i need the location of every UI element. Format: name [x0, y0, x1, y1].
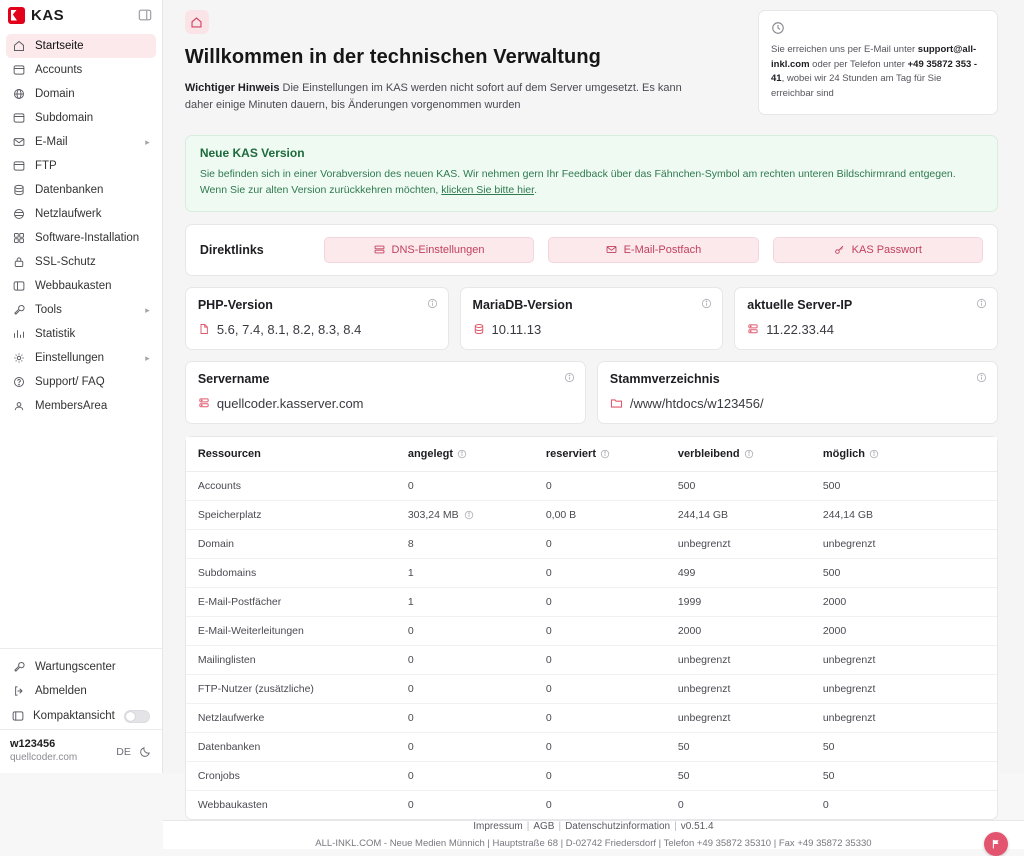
cell-angelegt — [396, 616, 534, 645]
sidebar-item-label: E-Mail — [35, 136, 68, 148]
table-row — [186, 761, 997, 790]
sidebar-bottom — [0, 648, 162, 729]
sidebar-item-datenbanken[interactable] — [6, 178, 156, 202]
contact-card — [758, 10, 998, 115]
sidebar-item-label: Einstellungen — [35, 352, 105, 364]
cell-reserviert: 0 — [534, 529, 666, 558]
sidebar-item-email[interactable] — [6, 130, 156, 154]
page-title: Willkommen in der technischen Verwaltung — [184, 46, 601, 68]
col-label: angelegt — [407, 447, 454, 460]
sidebar-item-netzlaufwerk[interactable] — [6, 202, 156, 226]
server-ip-card — [734, 287, 998, 350]
cell-angelegt — [396, 761, 534, 790]
cell-angelegt — [396, 558, 534, 587]
cell-value: 303,24 MB — [407, 508, 459, 521]
cell-angelegt — [396, 529, 534, 558]
cell-moeglich: 2000 — [811, 616, 997, 645]
mail-icon — [12, 136, 26, 148]
folder-icon — [610, 396, 623, 410]
sidebar-item-ssl-schutz[interactable] — [6, 250, 156, 274]
chevron-right-icon: ▸ — [145, 304, 150, 315]
compact-view-label: Kompaktansicht — [33, 710, 115, 722]
compact-view-toggle[interactable] — [124, 710, 150, 723]
moon-icon[interactable] — [139, 745, 152, 758]
database-icon — [12, 184, 26, 196]
card-title: Stammverzeichnis — [609, 371, 720, 386]
table-header-row — [186, 437, 997, 472]
cell-reserviert: 0 — [534, 645, 666, 674]
cell-value: 1 — [407, 566, 414, 579]
notice-text-post: . — [534, 184, 537, 197]
layout-icon — [12, 280, 26, 292]
table-row — [186, 790, 997, 819]
sidebar-user-footer — [0, 729, 162, 773]
wrench-icon — [12, 661, 26, 673]
sidebar-item-membersarea[interactable] — [6, 394, 156, 418]
sidebar-item-label: Datenbanken — [35, 184, 104, 196]
cell-moeglich: 500 — [811, 558, 997, 587]
welcome-block — [185, 46, 705, 113]
cell-angelegt — [396, 645, 534, 674]
table-row — [186, 674, 997, 703]
puzzle-icon — [12, 232, 26, 244]
table-row — [186, 529, 997, 558]
card-value-row — [610, 396, 985, 411]
card-title: Servername — [197, 371, 270, 386]
resources-table-element — [186, 437, 997, 819]
cell-moeglich: 50 — [811, 732, 997, 761]
notice-title: Neue KAS Version — [199, 146, 305, 160]
sidebar-item-tools[interactable] — [6, 298, 156, 322]
servername-card — [185, 361, 586, 424]
cell-moeglich: unbegrenzt — [811, 703, 997, 732]
cell-value: 0 — [407, 769, 414, 782]
sidebar-header — [0, 0, 162, 30]
cell-ressource: Accounts — [186, 471, 396, 500]
col-ressourcen — [186, 437, 396, 472]
card-value-row — [198, 322, 436, 337]
sidebar-item-label: MembersArea — [35, 400, 108, 412]
feedback-flag-icon[interactable] — [984, 832, 1008, 856]
card-value-row — [198, 396, 573, 411]
cell-verbleibend: unbegrenzt — [666, 703, 811, 732]
cell-verbleibend: 50 — [666, 761, 811, 790]
table-row — [186, 471, 997, 500]
email-postfach-button[interactable] — [548, 237, 758, 263]
cell-value: 8 — [407, 537, 414, 550]
cell-value: 0 — [407, 682, 414, 695]
cell-verbleibend: unbegrenzt — [666, 645, 811, 674]
cell-moeglich: 244,14 GB — [811, 500, 997, 529]
app-title: KAS — [31, 6, 65, 24]
compact-icon — [12, 710, 24, 722]
sidebar-item-domain[interactable] — [6, 82, 156, 106]
cell-reserviert: 0 — [534, 471, 666, 500]
col-moeglich — [811, 437, 997, 472]
cell-moeglich: 0 — [822, 798, 829, 811]
cell-reserviert: 0 — [534, 616, 666, 645]
mariadb-version-card — [460, 287, 724, 350]
table-row — [186, 645, 997, 674]
cell-ressource: Datenbanken — [186, 732, 396, 761]
sidebar-item-software-installation[interactable] — [6, 226, 156, 250]
col-label: verbleibend — [677, 447, 740, 460]
old-version-link[interactable]: klicken Sie bitte hier — [441, 184, 535, 197]
cell-reserviert: 0 — [534, 674, 666, 703]
mail-icon — [606, 244, 617, 255]
important-hint — [185, 80, 705, 113]
chevron-right-icon: ▸ — [145, 136, 150, 147]
kas-passwort-label: KAS Passwort — [851, 243, 922, 256]
network-icon — [12, 208, 26, 220]
sidebar-item-label: Support/ FAQ — [35, 376, 105, 388]
sidebar-item-label: Tools — [35, 304, 62, 316]
info-icon[interactable] — [457, 449, 467, 459]
cell-verbleibend: 499 — [666, 558, 811, 587]
cell-reserviert: 0 — [534, 761, 666, 790]
info-icon[interactable] — [427, 298, 438, 309]
window-icon — [12, 64, 26, 76]
sidebar — [0, 0, 163, 773]
sidebar-item-label: Startseite — [35, 40, 84, 52]
info-icon[interactable] — [600, 449, 610, 459]
cell-verbleibend: 0 — [677, 798, 684, 811]
sidebar-item-accounts[interactable] — [6, 58, 156, 82]
panel-toggle-icon[interactable] — [138, 8, 152, 22]
cell-angelegt — [396, 500, 534, 529]
language-selector[interactable]: DE — [116, 745, 131, 758]
contact-line-post: , wobei wir 24 Stunden am Tag für Sie erreichbar sind — [771, 73, 942, 100]
info-cards-row-2 — [185, 361, 998, 424]
sidebar-item-wartungscenter[interactable] — [6, 655, 156, 679]
server-icon — [198, 396, 210, 410]
globe-icon — [12, 88, 26, 100]
stammverzeichnis-card — [597, 361, 998, 424]
app-logo — [8, 7, 64, 24]
card-value-row — [473, 322, 711, 337]
database-icon — [473, 322, 485, 336]
user-name: w123456 — [10, 738, 56, 751]
cell-verbleibend: 50 — [666, 732, 811, 761]
wrench-icon — [12, 304, 26, 316]
col-verbleibend — [666, 437, 811, 472]
sidebar-item-support-faq[interactable] — [6, 370, 156, 394]
col-label: Ressourcen — [197, 447, 261, 460]
cell-value: 0 — [407, 740, 414, 753]
footer-address: ALL-INKL.COM - Neue Medien Münnich | Hauptstraße 68 | D-02742 Friedersdorf | Telefon +49 35872 35310 | Fax +49 35872 35330 — [315, 837, 872, 849]
sidebar-item-label: SSL-Schutz — [35, 256, 96, 268]
contact-line-pre: Sie erreichen uns per E-Mail unter — [771, 44, 918, 55]
info-icon[interactable] — [564, 372, 575, 383]
cell-verbleibend: 2000 — [666, 616, 811, 645]
sidebar-item-statistik[interactable] — [6, 322, 156, 346]
key-icon — [834, 244, 845, 255]
sidebar-item-label: Wartungscenter — [35, 661, 116, 673]
page-content — [163, 0, 1024, 820]
sidebar-nav — [0, 30, 162, 648]
footer-links: Impressum | AGB | Datenschutzinformation | v0.51.4 — [473, 820, 714, 832]
sidebar-item-label: Statistik — [35, 328, 76, 340]
card-value: quellcoder.kasserver.com — [216, 395, 364, 411]
sidebar-item-subdomain[interactable] — [6, 106, 156, 130]
cell-ressource: Domain — [186, 529, 396, 558]
window-icon — [12, 160, 26, 172]
chart-icon — [12, 328, 26, 340]
resources-table — [185, 436, 998, 820]
cell-angelegt — [396, 790, 534, 819]
sidebar-item-label: Netzlaufwerk — [35, 208, 102, 220]
footer-link-datenschutz[interactable]: Datenschutzinformation — [565, 820, 671, 832]
hint-text: Die Einstellungen im KAS werden nicht sofort auf dem Server umgesetzt. Es kann daher einige Minuten dauern, bis Änderungen vorgenommen wurden — [184, 82, 682, 111]
sidebar-item-einstellungen[interactable] — [6, 346, 156, 370]
page-footer — [163, 820, 1024, 849]
compact-view-row[interactable] — [6, 703, 156, 729]
cell-reserviert: 0 — [534, 587, 666, 616]
card-value-row — [747, 322, 985, 337]
table-row — [186, 732, 997, 761]
cell-verbleibend: unbegrenzt — [666, 674, 811, 703]
support-phone: +49 35872 353 - 41 — [771, 58, 978, 85]
user-host: quellcoder.com — [10, 752, 78, 764]
sidebar-item-webbaukasten[interactable] — [6, 274, 156, 298]
cell-verbleibend: 244,14 GB — [666, 500, 811, 529]
hint-label: Wichtiger Hinweis — [184, 82, 280, 94]
cell-angelegt — [396, 703, 534, 732]
table-row — [186, 558, 997, 587]
cell-ressource: E-Mail-Postfächer — [186, 587, 396, 616]
kas-passwort-button[interactable] — [773, 237, 983, 263]
col-label: reserviert — [545, 447, 596, 460]
server-icon — [747, 322, 759, 336]
sidebar-item-label: Subdomain — [35, 112, 94, 124]
table-head — [186, 437, 997, 472]
sidebar-item-label: FTP — [35, 160, 57, 172]
cell-angelegt — [396, 674, 534, 703]
sidebar-item-label: Accounts — [35, 64, 83, 76]
support-email[interactable]: support@all-inkl.com — [771, 44, 977, 70]
sidebar-item-label: Abmelden — [35, 685, 87, 697]
cell-value: 0 — [407, 624, 414, 637]
sidebar-item-startseite[interactable] — [6, 34, 156, 58]
cell-moeglich: unbegrenzt — [811, 674, 997, 703]
direktlinks-panel — [185, 224, 998, 276]
gear-icon — [12, 352, 26, 364]
card-title: MariaDB-Version — [472, 297, 573, 312]
cell-verbleibend: unbegrenzt — [666, 529, 811, 558]
cell-moeglich: 500 — [811, 471, 997, 500]
card-value: 11.22.33.44 — [766, 321, 834, 337]
dns-settings-label: DNS-Einstellungen — [391, 243, 485, 256]
cell-reserviert: 0 — [534, 703, 666, 732]
cell-ressource: Mailinglisten — [186, 645, 396, 674]
logout-icon — [12, 685, 26, 697]
cell-ressource: Speicherplatz — [186, 500, 396, 529]
col-reserviert — [534, 437, 666, 472]
php-icon — [198, 322, 210, 336]
sidebar-item-ftp[interactable] — [6, 154, 156, 178]
user-info — [10, 738, 77, 764]
info-icon[interactable] — [869, 449, 879, 459]
cell-value: 1 — [407, 595, 414, 608]
cell-moeglich: unbegrenzt — [811, 645, 997, 674]
sidebar-item-label: Domain — [35, 88, 75, 100]
cell-reserviert: 0,00 B — [534, 500, 666, 529]
notice-body — [200, 166, 983, 199]
table-row — [186, 500, 997, 529]
cell-reserviert: 0 — [545, 798, 552, 811]
dns-icon — [374, 244, 385, 255]
cell-angelegt — [396, 587, 534, 616]
cell-ressource: Cronjobs — [186, 761, 396, 790]
direktlinks-title: Direktlinks — [199, 242, 264, 257]
col-angelegt — [396, 437, 534, 472]
cell-value: 0 — [407, 711, 414, 724]
cell-ressource: E-Mail-Weiterleitungen — [186, 616, 396, 645]
php-version-card — [185, 287, 449, 350]
table-body — [186, 471, 997, 819]
cell-moeglich: 2000 — [811, 587, 997, 616]
notice-text-pre: Sie befinden sich in einer Vorabversion des neuen KAS. Wir nehmen gern Ihr Feedback über das Fähnchen-Symbol am rechten unteren Bildschirmrand entgegen. Wenn Sie zur alten Version zurückkehren möchten, — [199, 168, 956, 197]
cell-value: 0 — [407, 479, 414, 492]
cell-ressource: Webbaukasten — [197, 798, 268, 811]
info-icon[interactable] — [976, 298, 987, 309]
cell-moeglich: 50 — [811, 761, 997, 790]
table-row — [186, 587, 997, 616]
cell-verbleibend: 500 — [666, 471, 811, 500]
footer-link-impressum[interactable]: Impressum — [473, 820, 523, 832]
dns-settings-button[interactable] — [324, 237, 534, 263]
cell-value: 0 — [407, 653, 414, 666]
cell-ressource: Netzlaufwerke — [186, 703, 396, 732]
card-value: 10.11.13 — [491, 321, 542, 337]
table-row — [186, 616, 997, 645]
window-icon — [12, 112, 26, 124]
chevron-right-icon: ▸ — [145, 352, 150, 363]
home-icon — [12, 40, 26, 52]
card-value: 5.6, 7.4, 8.1, 8.2, 8.3, 8.4 — [216, 321, 362, 337]
members-icon — [12, 400, 26, 412]
info-icon[interactable] — [701, 298, 712, 309]
footer-link-agb[interactable]: AGB — [533, 820, 555, 832]
cell-reserviert: 0 — [534, 558, 666, 587]
col-label: möglich — [822, 447, 865, 460]
direktlinks-buttons — [324, 237, 983, 263]
card-value: /www/htdocs/w123456/ — [629, 395, 764, 411]
info-icon[interactable] — [744, 449, 754, 459]
sidebar-item-abmelden[interactable] — [6, 679, 156, 703]
contact-line-mid: oder per Telefon unter — [809, 58, 908, 70]
cell-ressource: FTP-Nutzer (zusätzliche) — [186, 674, 396, 703]
footer-version: v0.51.4 — [680, 820, 714, 832]
cell-moeglich: unbegrenzt — [811, 529, 997, 558]
help-icon — [12, 376, 26, 388]
cell-angelegt — [396, 732, 534, 761]
info-icon[interactable] — [464, 510, 474, 520]
info-icon[interactable] — [976, 372, 987, 383]
clock-icon — [771, 21, 985, 35]
cell-reserviert: 0 — [534, 732, 666, 761]
lock-icon — [12, 256, 26, 268]
cell-ressource: Subdomains — [186, 558, 396, 587]
kas-logo-icon — [8, 7, 25, 24]
cell-angelegt — [396, 471, 534, 500]
new-version-notice — [185, 135, 998, 212]
cell-value: 0 — [407, 798, 414, 811]
contact-text — [771, 43, 985, 102]
info-cards-row-1 — [185, 287, 998, 350]
card-title: aktuelle Server-IP — [747, 297, 853, 312]
sidebar-item-label: Software-Installation — [35, 232, 140, 244]
breadcrumb-home-icon[interactable] — [185, 10, 209, 34]
sidebar-item-label: Webbaukasten — [35, 280, 112, 292]
main-area — [163, 0, 1024, 849]
email-postfach-label: E-Mail-Postfach — [623, 243, 702, 256]
cell-verbleibend: 1999 — [666, 587, 811, 616]
card-title: PHP-Version — [197, 297, 273, 312]
table-row — [186, 703, 997, 732]
